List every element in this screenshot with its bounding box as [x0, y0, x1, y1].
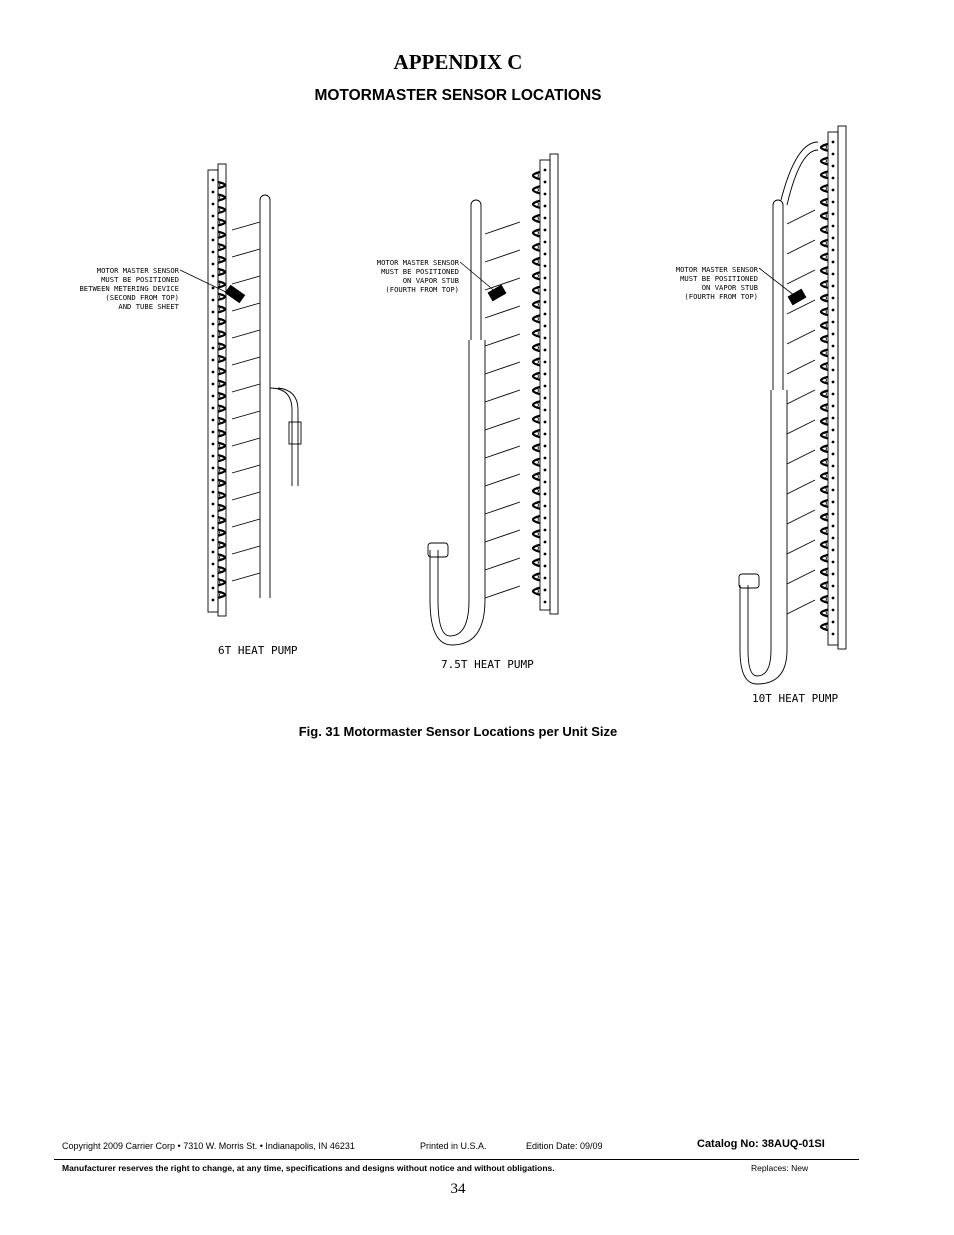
coil-10t-branch-tube	[787, 270, 815, 284]
coil-10t-sheet-hole	[832, 453, 835, 456]
note-6t-line-1: MOTOR MASTER SENSOR	[96, 266, 179, 275]
coil-6t-distributor-tube	[232, 357, 260, 365]
coil-6t-sheet-hole	[212, 563, 215, 566]
coil-6t-sheet-hole	[212, 359, 215, 362]
coil-7-5t-sheet-hole	[544, 481, 547, 484]
coil-10t-sheet-hole	[832, 621, 835, 624]
coil-10t-sheet-hole	[832, 441, 835, 444]
coil-7-5t-sheet-hole	[544, 313, 547, 316]
coil-7-5t-sheet-hole	[544, 529, 547, 532]
coil-10t-suction-line	[740, 390, 787, 684]
coil-6t-distributor-tube	[232, 492, 260, 500]
coil-10t-sheet-hole	[832, 489, 835, 492]
callout-10t	[676, 265, 795, 301]
coil-7-5t-sheet-hole	[544, 301, 547, 304]
coil-7-5t-branch-tube	[485, 362, 520, 374]
coil-10t-sheet-hole	[832, 369, 835, 372]
coil-7-5t-branch-tube	[485, 390, 520, 402]
coil-10t-sheet-hole	[832, 561, 835, 564]
coil-7-5t-branch-tube	[485, 586, 520, 598]
coil-7-5t-branch-tube	[485, 334, 520, 346]
coil-10t-stub-cap	[773, 200, 783, 205]
coil-10t-sheet-hole	[832, 153, 835, 156]
coil-6t-distributor-tube	[232, 438, 260, 446]
coil-6t-distributor-tube	[232, 276, 260, 284]
note-6t-line-5: AND TUBE SHEET	[118, 302, 179, 311]
coil-6t-distributor-tube	[232, 411, 260, 419]
coil-10t-vapor-stub	[773, 205, 783, 390]
coil-6t-header	[260, 200, 270, 598]
coil-6t-sheet-hole	[212, 419, 215, 422]
figure-caption: Fig. 31 Motormaster Sensor Locations per Unit Size	[298, 724, 618, 739]
coil-7-5t-suction-line	[430, 340, 485, 645]
coil-6t-sheet-hole	[212, 335, 215, 338]
coil-10t-suction-cap	[739, 574, 759, 588]
coil-10t-sheet-hole	[832, 345, 835, 348]
coil-10t-sheet-hole	[832, 477, 835, 480]
coil-10t-sheet-hole	[832, 189, 835, 192]
coil-6t-sheet-hole	[212, 407, 215, 410]
coil-10t-sheet-hole	[832, 357, 835, 360]
coil-7-5t-branch-tube	[485, 222, 520, 234]
note-7-5t-line-1: MOTOR MASTER SENSOR	[376, 258, 459, 267]
note-7-5t-line-4: (FOURTH FROM TOP)	[385, 285, 459, 294]
coil-6t-sensor	[225, 285, 245, 304]
coil-7-5t-branch-tube	[485, 474, 520, 486]
coil-6t-distributor-tube	[232, 519, 260, 527]
coil-10t-sheet-hole	[832, 249, 835, 252]
coil-6t-distributor-tube	[232, 546, 260, 554]
coil-7-5t-sheet-hole	[544, 433, 547, 436]
coil-6t-sheet-hole	[212, 479, 215, 482]
coil-10t-sensor	[788, 289, 807, 306]
coil-7-5t-sheet-hole	[544, 253, 547, 256]
coil-7-5t-sheet-hole	[544, 361, 547, 364]
coil-6t-sheet-hole	[212, 323, 215, 326]
coil-7-5t-sheet-hole	[544, 349, 547, 352]
callout-7-5t	[377, 258, 497, 294]
coil-7-5t-sheet-hole	[544, 457, 547, 460]
coil-10t-sheet-hole	[832, 501, 835, 504]
coil-6t-distributor-tube	[232, 465, 260, 473]
coil-10t-sheet-hole	[832, 333, 835, 336]
coil-10t-sheet-hole	[832, 537, 835, 540]
coil-6t-sheet-hole	[212, 551, 215, 554]
coil-6t-header-cap	[260, 195, 270, 200]
note-10t-line-4: (FOURTH FROM TOP)	[684, 292, 758, 301]
coil-6t-sheet-hole	[212, 263, 215, 266]
note-6t-line-2: MUST BE POSITIONED	[101, 275, 179, 284]
coil-7-5t-sheet-hole	[544, 241, 547, 244]
coil-7-5t-branch-tube	[485, 306, 520, 318]
coil-10t-sheet-hole	[832, 297, 835, 300]
coil-7-5t-sheet-hole	[544, 589, 547, 592]
coil-7-5t-sheet-hole	[544, 265, 547, 268]
coil-6t-sheet-hole	[212, 227, 215, 230]
coil-10t-branch-tube	[787, 540, 815, 554]
coil-7-5t-sheet-hole	[544, 373, 547, 376]
coil-6t-sheet-hole	[212, 503, 215, 506]
label-10t: 10T HEAT PUMP	[752, 692, 839, 705]
footer-edition: Edition Date: 09/09	[526, 1141, 603, 1151]
footer-disclaimer: Manufacturer reserves the right to change, at any time, specifications and designs without notice and without obligations.	[62, 1163, 555, 1173]
coil-6t-sheet-hole	[212, 491, 215, 494]
coil-7-5t-tube-sheet-flange	[550, 154, 558, 614]
coil-10t-sheet-hole	[832, 177, 835, 180]
coil-10t-sheet-hole	[832, 549, 835, 552]
leader-7-5t	[460, 262, 497, 293]
note-6t-line-4: (SECOND FROM TOP)	[105, 293, 179, 302]
coil-10t-sheet-hole	[832, 165, 835, 168]
coil-6t-sheet-hole	[212, 587, 215, 590]
coil-10t-sheet-hole	[832, 597, 835, 600]
coil-6t-sheet-hole	[212, 467, 215, 470]
coil-10t-sheet-hole	[832, 405, 835, 408]
coil-7-5t-sheet-hole	[544, 493, 547, 496]
coil-7-5t-branch-tube	[485, 502, 520, 514]
coil-7-5t-sheet-hole	[544, 385, 547, 388]
coil-10t-sheet-hole	[832, 633, 835, 636]
coil-6t-sheet-hole	[212, 311, 215, 314]
coil-6t-sheet-hole	[212, 455, 215, 458]
coil-6t-sheet-hole	[212, 203, 215, 206]
coil-10t-sheet-hole	[832, 393, 835, 396]
coil-6t-sheet-hole	[212, 215, 215, 218]
coil-10t-sheet-hole	[832, 285, 835, 288]
note-10t-line-2: MUST BE POSITIONED	[680, 274, 758, 283]
coil-10t-sheet-hole	[832, 141, 835, 144]
coil-7-5t-sheet-hole	[544, 217, 547, 220]
coil-10t-sheet-hole	[832, 225, 835, 228]
coil-6t-sheet-hole	[212, 515, 215, 518]
coil-6t-distributor-tube	[232, 330, 260, 338]
section-title: MOTORMASTER SENSOR LOCATIONS	[314, 87, 602, 104]
coil-7-5t-stub-cap	[471, 200, 481, 205]
coil-6t-sheet-hole	[212, 527, 215, 530]
coil-10t-sheet-hole	[832, 213, 835, 216]
coil-6t-metering-device	[289, 422, 301, 444]
coil-10t-sheet-hole	[832, 309, 835, 312]
coil-10t-sheet-hole	[832, 513, 835, 516]
sensor-locations-figure	[0, 120, 954, 720]
coil-10t-sheet-hole	[832, 429, 835, 432]
coil-10t-sheet-hole	[832, 585, 835, 588]
coil-6t-sheet-hole	[212, 431, 215, 434]
coil-10t-branch-tube	[787, 450, 815, 464]
coil-10t-sheet-hole	[832, 525, 835, 528]
coil-7-5t-sheet-hole	[544, 277, 547, 280]
coil-6t-tube-sheet	[208, 170, 218, 612]
footer-copyright: Copyright 2009 Carrier Corp • 7310 W. Morris St. • Indianapolis, IN 46231	[62, 1141, 355, 1151]
coil-10t-branch-tube	[787, 600, 815, 614]
note-10t-line-3: ON VAPOR STUB	[701, 283, 758, 292]
coil-6t-sheet-hole	[212, 395, 215, 398]
coil-10t-tube-sheet	[828, 132, 838, 645]
footer-printed: Printed in U.S.A.	[420, 1141, 487, 1151]
coil-6t-distributor-tube	[232, 384, 260, 392]
coil-6t-sheet-hole	[212, 347, 215, 350]
coil-10t-branch-tube	[787, 510, 815, 524]
coil-7-5t-branch-tube	[485, 530, 520, 542]
coil-10t-tube-sheet-flange	[838, 126, 846, 649]
coil-10t-sheet-hole	[832, 321, 835, 324]
coil-10t-branch-tube	[787, 330, 815, 344]
coil-10t-sheet-hole	[832, 381, 835, 384]
coil-7-5t-branch-tube	[485, 418, 520, 430]
coil-6t-sheet-hole	[212, 299, 215, 302]
coil-10t-branch-tube	[787, 420, 815, 434]
coil-6t-sheet-hole	[212, 383, 215, 386]
coil-6t-sheet-hole	[212, 287, 215, 290]
coil-6t-sheet-hole	[212, 443, 215, 446]
coil-10t-header-bend	[781, 142, 818, 205]
coil-7-5t-sheet-hole	[544, 289, 547, 292]
coil-7-5t-sheet-hole	[544, 205, 547, 208]
coil-7-5t-branch-tube	[485, 446, 520, 458]
coil-7-5t-sheet-hole	[544, 577, 547, 580]
coil-6t-sheet-hole	[212, 539, 215, 542]
coil-10t-branch-tube	[787, 360, 815, 374]
coil-7-5t-sheet-hole	[544, 565, 547, 568]
note-7-5t-line-2: MUST BE POSITIONED	[381, 267, 459, 276]
coil-6t-distributor-tube	[232, 222, 260, 230]
coil-10t-sheet-hole	[832, 201, 835, 204]
coil-7-5t-sheet-hole	[544, 469, 547, 472]
coil-7-5t-sheet-hole	[544, 397, 547, 400]
appendix-title: APPENDIX C	[393, 50, 523, 74]
coil-7-5t-branch-tube	[485, 558, 520, 570]
coil-7-5t-sheet-hole	[544, 325, 547, 328]
coil-10t-sheet-hole	[832, 417, 835, 420]
coil-6t-sheet-hole	[212, 275, 215, 278]
coil-10t-sheet-hole	[832, 465, 835, 468]
coil-6t-sheet-hole	[212, 371, 215, 374]
note-6t-line-3: BETWEEN METERING DEVICE	[79, 284, 179, 293]
page-number: 34	[450, 1181, 466, 1197]
note-10t-line-1: MOTOR MASTER SENSOR	[675, 265, 758, 274]
coil-10t-sheet-hole	[832, 237, 835, 240]
coil-7-5t-sheet-hole	[544, 553, 547, 556]
label-7-5t: 7.5T HEAT PUMP	[441, 658, 534, 671]
coil-6t-sheet-hole	[212, 179, 215, 182]
coil-7-5t-branch-tube	[485, 250, 520, 262]
coil-7-5t-sheet-hole	[544, 169, 547, 172]
coil-6t-sheet-hole	[212, 191, 215, 194]
footer-rule	[54, 1159, 859, 1160]
coil-drawings	[208, 126, 846, 684]
coil-10t-branch-tube	[787, 480, 815, 494]
footer-catalog: Catalog No: 38AUQ-01SI	[697, 1138, 825, 1150]
coil-7-5t-sheet-hole	[544, 505, 547, 508]
coil-6t-liquid-line	[270, 388, 298, 486]
coil-7-5t-sheet-hole	[544, 337, 547, 340]
coil-10t-branch-tube	[787, 390, 815, 404]
coil-6t-sheet-hole	[212, 239, 215, 242]
coil-10t-sheet-hole	[832, 573, 835, 576]
coil-7-5t-sheet-hole	[544, 421, 547, 424]
coil-7-5t-sheet-hole	[544, 229, 547, 232]
coil-10t-branch-tube	[787, 210, 815, 224]
coil-6t-sheet-hole	[212, 251, 215, 254]
note-7-5t-line-3: ON VAPOR STUB	[402, 276, 459, 285]
coil-6t-distributor-tube	[232, 249, 260, 257]
footer-replaces: Replaces: New	[751, 1163, 809, 1173]
callout-6t	[79, 266, 230, 311]
coil-6t-distributor-tube	[232, 303, 260, 311]
leader-10t	[759, 268, 795, 296]
coil-7-5t-sheet-hole	[544, 541, 547, 544]
coil-6t-sheet-hole	[212, 599, 215, 602]
coil-10t-sheet-hole	[832, 273, 835, 276]
coil-10t-sheet-hole	[832, 261, 835, 264]
coil-7-5t-sheet-hole	[544, 445, 547, 448]
coil-10t-branch-tube	[787, 570, 815, 584]
coil-6t-sheet-hole	[212, 575, 215, 578]
coil-10t-sheet-hole	[832, 609, 835, 612]
coil-7-5t-sheet-hole	[544, 601, 547, 604]
coil-7-5t-sheet-hole	[544, 193, 547, 196]
coil-6t-distributor-tube	[232, 573, 260, 581]
coil-7-5t-sheet-hole	[544, 181, 547, 184]
coil-7-5t-sheet-hole	[544, 517, 547, 520]
coil-7-5t-sheet-hole	[544, 409, 547, 412]
label-6t: 6T HEAT PUMP	[218, 644, 298, 657]
coil-10t-branch-tube	[787, 240, 815, 254]
